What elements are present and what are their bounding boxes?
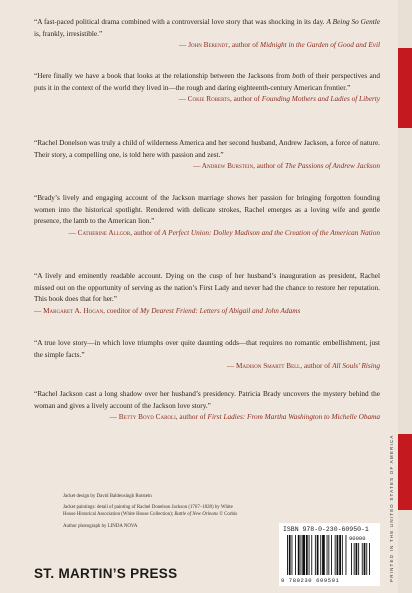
barcode-bar <box>328 535 329 575</box>
attribution-connector: , author of <box>229 95 262 103</box>
barcode-bar <box>306 535 308 575</box>
blurb-attribution <box>34 361 380 373</box>
painting-credit-end: © Corbis <box>218 512 238 518</box>
barcode-addon-bar <box>366 543 367 575</box>
blurb-attribution <box>34 306 380 318</box>
barcode-bar <box>327 535 328 575</box>
isbn-barcode <box>279 523 380 586</box>
jacket-credits <box>63 493 238 534</box>
blurb-text: “Brady’s lively and engaging account of the Jackson marriage shows her passion for bringing forgotten founding women into the historical spotlight. Rendered with delicate strokes, Rachel emerges as a loving wife and gentle presence, the lamb to the American lion.” <box>34 194 380 225</box>
attribution-name: — Catherine Allgor <box>68 228 131 237</box>
barcode-bar <box>317 535 319 575</box>
attribution-work: Founding Mothers and Ladies of Liberty <box>261 95 380 103</box>
attribution-name: — Margaret A. Hogan <box>34 306 104 315</box>
attribution-name: — Madison Smartt Bell <box>226 362 301 370</box>
barcode-bar <box>339 535 341 575</box>
design-credit: Jacket design by David Baldeosingh Rotstein <box>63 494 152 499</box>
barcode-bar <box>292 535 293 575</box>
blurb-hogan <box>34 271 380 317</box>
blurb-attribution <box>34 161 380 173</box>
attribution-connector: , author of <box>300 362 333 370</box>
attribution-work: A Perfect Union: Dolley Madison and the Creation of the American Nation <box>162 228 380 237</box>
blurb-emphasis: both <box>292 72 306 80</box>
painting-credit <box>63 504 238 518</box>
attribution-connector: , author of <box>130 228 163 237</box>
blurb-title: A Being So Gentle <box>326 18 380 26</box>
blurb-text: “A true love story—in which love triumphs over quite daunting odds—that requires no romantic embellishment, just the simple facts.” <box>34 339 380 359</box>
attribution-work: The Passions of Andrew Jackson <box>284 162 380 170</box>
barcode-bar <box>295 535 296 575</box>
blurb-attribution <box>34 412 380 424</box>
blurb-text: “Here finally we have a book that looks at the relationship between the Jacksons from <box>34 72 293 80</box>
attribution-name: — John Berendt <box>179 41 229 49</box>
publisher-name: ST. MARTIN’S PRESS <box>34 566 178 581</box>
blurb-attribution <box>34 94 380 106</box>
barcode-bar <box>289 535 291 575</box>
red-band-bottom <box>398 434 412 510</box>
barcode-bar <box>346 535 347 575</box>
painting-credit-text: Jacket paintings: detail of painting of Rachel Donelson Jackson (1767–1828) by White House Historical Association (White House Collection); <box>63 505 233 518</box>
blurb-attribution <box>34 228 380 240</box>
barcode-addon: 90000 <box>349 535 366 542</box>
blurb-text-end: of their perspectives and puts it in the context of the world they lived in—the rough and daring eighteenth-century American frontier.” <box>34 72 380 92</box>
barcode-addon-bar <box>358 543 359 575</box>
barcode-addon-bar <box>351 543 352 575</box>
attribution-connector: , coeditor of <box>103 306 141 315</box>
blurb-text: “Rachel Jackson cast a long shadow over her husband’s presidency. Patricia Brady uncovers the mystery behind the woman and gives a lively account of the Jackson love story.” <box>34 390 380 410</box>
barcode-bar <box>301 535 302 575</box>
attribution-name: — Cokie Roberts <box>178 95 230 103</box>
blurb-caroli <box>34 389 380 424</box>
barcode-bar <box>298 535 300 575</box>
barcode-bar <box>337 535 339 575</box>
blurb-burstein <box>34 138 380 173</box>
barcode-bar <box>315 535 316 575</box>
blurb-roberts <box>34 71 380 106</box>
barcode-bar <box>287 535 288 575</box>
photo-credit: Author photograph by LINDA NOVA <box>63 523 138 529</box>
barcode-bar <box>322 535 325 575</box>
barcode-addon-bar <box>369 543 370 575</box>
spine-edge-strip <box>398 0 412 593</box>
attribution-connector: , author of <box>253 162 285 170</box>
barcode-bar <box>331 535 332 575</box>
blurb-berendt <box>34 17 380 52</box>
barcode-addon-bar <box>356 543 358 575</box>
blurb-text: “A fast-paced political drama combined with a controversial love story that was shocking in its day. <box>34 18 327 26</box>
blurb-text-end: is, frankly, irresistible.” <box>34 29 103 38</box>
barcode-bar <box>311 535 312 575</box>
blurb-text: “Rachel Donelson was truly a child of wilderness America and her second husband, Andrew Jackson, a force of nature. Their story, a compelling one, is told here with passion and zest.” <box>34 139 380 159</box>
barcode-bar <box>302 535 305 575</box>
barcode-bar <box>335 535 336 575</box>
barcode-addon-bar <box>354 543 355 575</box>
isbn-label: ISBN 978-0-230-60950-1 <box>283 526 369 533</box>
attribution-work: Midnight in the Garden of Good and Evil <box>260 41 380 49</box>
barcode-bar <box>342 535 343 575</box>
attribution-name: — Betty Boyd Caroli <box>109 413 176 421</box>
red-band-top <box>398 48 412 128</box>
blurb-allgor <box>34 193 380 239</box>
barcode-bar <box>309 535 310 575</box>
attribution-name: — Andrew Burstein <box>193 162 254 170</box>
painting-credit-title: Battle of New Orleans <box>174 512 218 518</box>
attribution-work: All Souls’ Rising <box>332 362 380 370</box>
barcode-addon-bar <box>364 543 366 575</box>
barcode-ean: 9 780230 609501 <box>281 577 340 584</box>
blurb-text: “A lively and eminently readable account. Dying on the cusp of her husband’s inauguration as president, Rachel missed out on the opportunity of serving as the nation’s First Lady and never had the chance to restore her reputation. This book does that for her.” <box>34 272 380 303</box>
barcode-bar <box>320 535 321 575</box>
barcode-addon-bar <box>362 543 363 575</box>
attribution-connector: , author of <box>228 41 261 49</box>
attribution-work: First Ladies: From Martha Washington to Michelle Obama <box>207 413 380 421</box>
blurb-bell <box>34 338 380 373</box>
blurb-attribution <box>34 40 380 52</box>
attribution-connector: , author of <box>175 413 208 421</box>
attribution-work: My Dearest Friend: Letters of Abigail and John Adams <box>140 306 301 315</box>
printed-in-usa: PRINTED IN THE UNITED STATES OF AMERICA <box>389 434 394 582</box>
